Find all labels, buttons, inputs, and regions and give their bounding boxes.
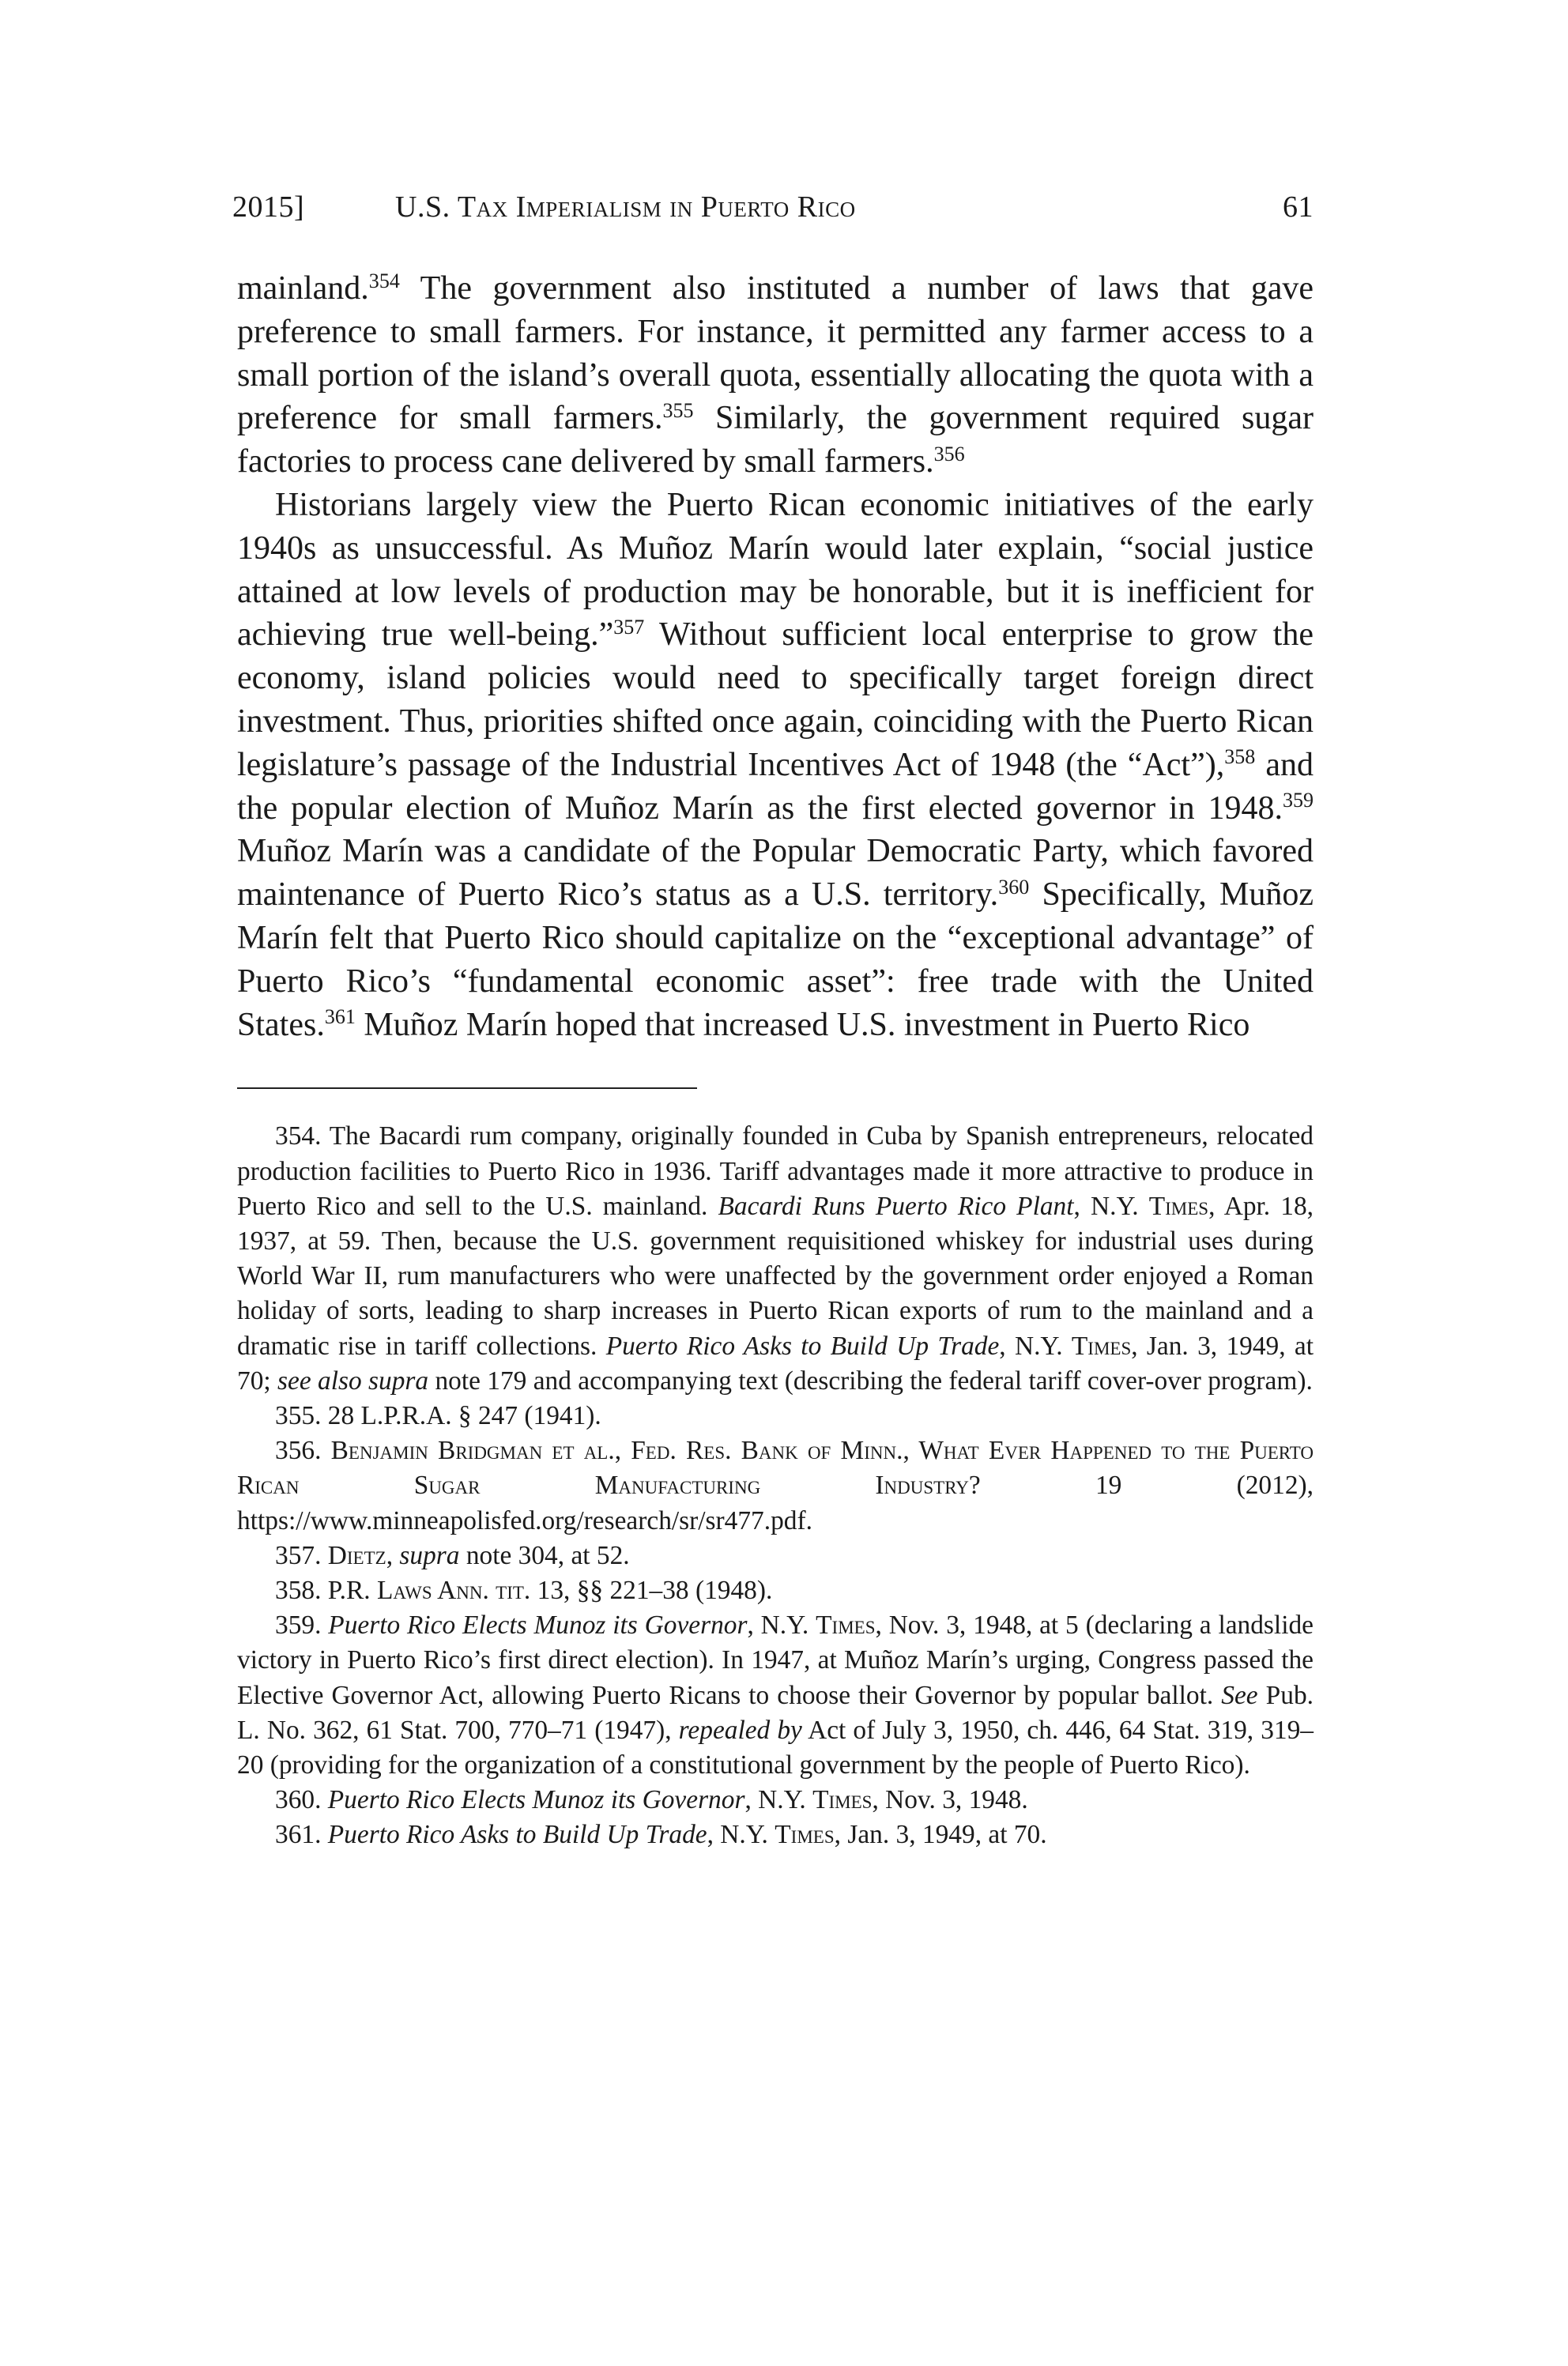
text-run: , Nov. 3, 1948.: [872, 1785, 1028, 1815]
signal: repealed by: [678, 1715, 802, 1745]
footnote-358: [237, 1573, 1314, 1608]
text-run: Act of July 3, 1950, ch. 446, 64 Stat. 319, 319–20 (providing for the organization of a constitutional government by the people of Puerto Rico).: [237, 1715, 1314, 1780]
text-run: 354. The Bacardi rum company, originally founded in Cuba by Spanish entrepreneurs, relocated production facilities to Puerto Rico in 1936. Tariff advantages made it more attractive to produce in Puerto Rico and sell to the U.S. mainland.: [237, 1121, 1314, 1221]
citation-title: Puerto Rico Asks to Build Up Trade: [605, 1331, 1000, 1361]
paragraph-1: [237, 267, 1314, 484]
text-run: Specifically, Muñoz Marín felt that Puerto Rico should capitalize on the “exceptional advantage” of Puerto Rico’s “fundamental economic asset”: free trade with the United States.: [237, 876, 1314, 1043]
source-name: Times: [812, 1785, 873, 1815]
text-run: Without sufficient local enterprise to grow the economy, island policies would need to specifically target foreign direct investment. Thus, priorities shifted once again, coinciding with the Puerto Rican legislature’s passage of the Industrial Incentives Act of 1948 (the “Act”),: [237, 616, 1314, 783]
signal: see also supra: [277, 1366, 429, 1396]
footnote-ref-359: 359: [1282, 789, 1314, 812]
header-year: 2015]: [232, 190, 305, 224]
text-run: 361.: [275, 1820, 328, 1850]
text-run: 358.: [275, 1575, 328, 1605]
citation-title: Bacardi Runs Puerto Rico Plant: [718, 1191, 1074, 1221]
footnote-360: [237, 1783, 1314, 1818]
text-run: mainland.: [237, 270, 369, 307]
footnote-ref-358: 358: [1224, 745, 1256, 769]
footnote-359: [237, 1608, 1314, 1783]
text-run: 360.: [275, 1785, 328, 1815]
source-name: Times: [1071, 1331, 1132, 1361]
text-run: Historians largely view the Puerto Rican economic initiatives of the early 1940s as unsuccessful. As Muñoz Marín would later explain, “social justice attained at low levels of production may be honorable, but it is inefficient for achieving true well-being.”: [237, 486, 1314, 654]
text-run: , N.Y.: [747, 1611, 816, 1641]
footnote-ref-354: 354: [368, 269, 400, 292]
text-run: Pub. L. No. 362, 61 Stat. 700, 770–71 (1947),: [237, 1680, 1314, 1745]
text-run: 356.: [275, 1436, 331, 1466]
text-run: Muñoz Marín was a candidate of the Popular Democratic Party, which favored maintenance of Puerto Rico’s status as a U.S. territory.: [237, 833, 1314, 914]
citation-title: Puerto Rico Elects Munoz its Governor: [327, 1785, 745, 1815]
source-name: Times: [775, 1820, 835, 1850]
footnote-divider: [237, 1087, 697, 1089]
source-name: Times: [816, 1611, 876, 1641]
footnote-357: [237, 1539, 1314, 1573]
footnote-ref-356: 356: [933, 442, 965, 465]
text-run: note 179 and accompanying text (describing the federal tariff cover-over program).: [428, 1366, 1313, 1396]
text-run: 19 (2012), https://www.minneapolisfed.org/research/sr/sr477.pdf.: [237, 1471, 1314, 1535]
footnote-354: [237, 1119, 1314, 1399]
text-run: and the popular election of Muñoz Marín as the first elected governor in 1948.: [237, 746, 1314, 827]
footnotes: [237, 1119, 1314, 1852]
text-run: 359.: [275, 1611, 329, 1641]
text-run: , N.Y.: [1073, 1191, 1149, 1221]
footnote-361: [237, 1818, 1314, 1852]
text-run: Similarly, the government required sugar factories to process cane delivered by small farmers.: [237, 400, 1314, 480]
footnote-ref-360: 360: [998, 875, 1030, 899]
text-run: , Apr. 18, 1937, at 59. Then, because the U.S. government requisitioned whiskey for industrial uses during World War II, rum manufacturers who were unaffected by the government order enjoyed a Roman holiday of sorts, leading to sharp increases in Puerto Rican exports of rum to the mainland and a dramatic rise in tariff collections.: [237, 1191, 1314, 1361]
footnote-355: [237, 1399, 1314, 1434]
text-run: ,: [386, 1540, 400, 1570]
main-text: [237, 267, 1314, 1046]
text-run: , N.Y.: [707, 1820, 775, 1850]
citation-title: Puerto Rico Elects Munoz its Governor: [328, 1611, 748, 1641]
text-run: 357.: [275, 1540, 328, 1570]
footnote-356: [237, 1434, 1314, 1539]
paragraph-2: [237, 484, 1314, 1046]
footnote-ref-357: 357: [613, 616, 645, 639]
page-number: 61: [1283, 190, 1314, 224]
page: [232, 190, 1314, 1853]
footnote-ref-361: 361: [324, 1005, 356, 1029]
text-run: Muñoz Marín hoped that increased U.S. investment in Puerto Rico: [355, 1006, 1250, 1043]
signal: See: [1221, 1680, 1258, 1710]
text-run: , N.Y.: [999, 1331, 1072, 1361]
source-name: P.R. Laws Ann. tit.: [327, 1575, 531, 1605]
source-name: Dietz: [327, 1540, 386, 1570]
text-run: , Jan. 3, 1949, at 70.: [834, 1820, 1047, 1850]
text-run: , Nov. 3, 1948, at 5 (declaring a landslide victory in Puerto Rico’s first direct election). In 1947, at Muñoz Marín’s urging, Congress passed the Elective Governor Act, allowing Puerto Ricans to choose their Governor by popular ballot.: [237, 1611, 1314, 1710]
source-name: Benjamin Bridgman et al., Fed. Res. Bank of Minn., What Ever Happened to the Puerto Rican Sugar Manufacturing Industry?: [237, 1436, 1314, 1501]
signal: supra: [399, 1540, 460, 1570]
footnote-ref-355: 355: [662, 399, 694, 423]
text-run: 355. 28 L.P.R.A. § 247 (1941).: [275, 1400, 601, 1430]
running-header: [232, 190, 1314, 237]
header-title: U.S. Tax Imperialism in Puerto Rico: [395, 190, 856, 224]
text-run: 13, §§ 221–38 (1948).: [530, 1575, 773, 1605]
text-run: The government also instituted a number of laws that gave preference to small farmers. For instance, it permitted any farmer access to a small portion of the island’s overall quota, essentially allocating the quota with a preference for small farmers.: [237, 270, 1314, 437]
text-run: , N.Y.: [744, 1785, 813, 1815]
text-run: , Jan. 3, 1949, at 70;: [237, 1331, 1314, 1396]
source-name: Times: [1148, 1191, 1209, 1221]
text-run: note 304, at 52.: [459, 1540, 630, 1570]
citation-title: Puerto Rico Asks to Build Up Trade: [327, 1820, 707, 1850]
